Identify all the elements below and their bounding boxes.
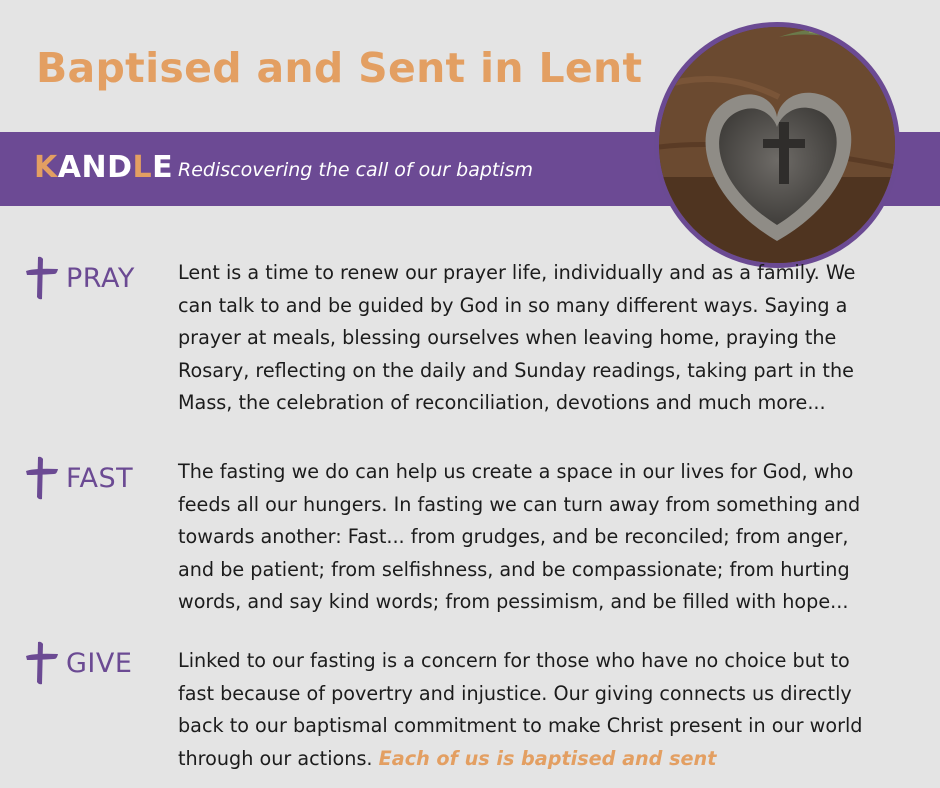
page-title: Baptised and Sent in Lent (36, 44, 643, 92)
text-line: feeds all our hungers. In fasting we can turn away from something and (178, 492, 861, 516)
section-label: GIVE (66, 647, 133, 679)
cross-icon (24, 455, 60, 501)
text-line: Lent is a time to renew our prayer life, individually and as a family. We (178, 261, 856, 284)
section-label: FAST (66, 462, 134, 494)
ashes-heart-photo (654, 22, 900, 268)
text-line: The fasting we do can help us create a space in our lives for God, who (178, 460, 854, 483)
text-line: Linked to our fasting is a concern for those who have no choice but to (178, 649, 850, 672)
section-give-text (178, 645, 918, 775)
section-pray-text (178, 257, 918, 420)
section-fast-text (178, 456, 918, 619)
section-pray-header (24, 255, 135, 301)
cross-icon (24, 640, 60, 686)
text-line-final: through our actions. Each of us is baptised and sent (178, 746, 717, 770)
text-line: towards another: Fast... from grudges, and be reconciled; from anger, (178, 525, 849, 548)
text-line: fast because of povertry and injustice. Our giving connects us directly (178, 681, 852, 705)
tagline: Rediscovering the call of our baptism (178, 159, 534, 181)
text-line: words, and say kind words; from pessimism, and be filled with hope... (178, 590, 849, 613)
section-fast-header (24, 455, 133, 501)
text-line: Rosary, reflecting on the daily and Sunday readings, taking part in the (178, 358, 854, 382)
section-label: PRAY (66, 262, 135, 294)
emphasis-text: Each of us is baptised and sent (378, 746, 717, 770)
section-give-header (24, 640, 132, 686)
cross-icon (24, 255, 60, 301)
text-line: prayer at meals, blessing ourselves when leaving home, praying the (178, 326, 837, 349)
text-line: Mass, the celebration of reconciliation, devotions and much more... (178, 391, 826, 414)
text-line: and be patient; from selfishness, and be compassionate; from hurting (178, 557, 850, 581)
text-line: can talk to and be guided by God in so many different ways. Saying a (178, 293, 848, 317)
kandle-logo: KANDLE (34, 150, 174, 185)
text-line: back to our baptismal commitment to make Christ present in our world (178, 714, 863, 737)
